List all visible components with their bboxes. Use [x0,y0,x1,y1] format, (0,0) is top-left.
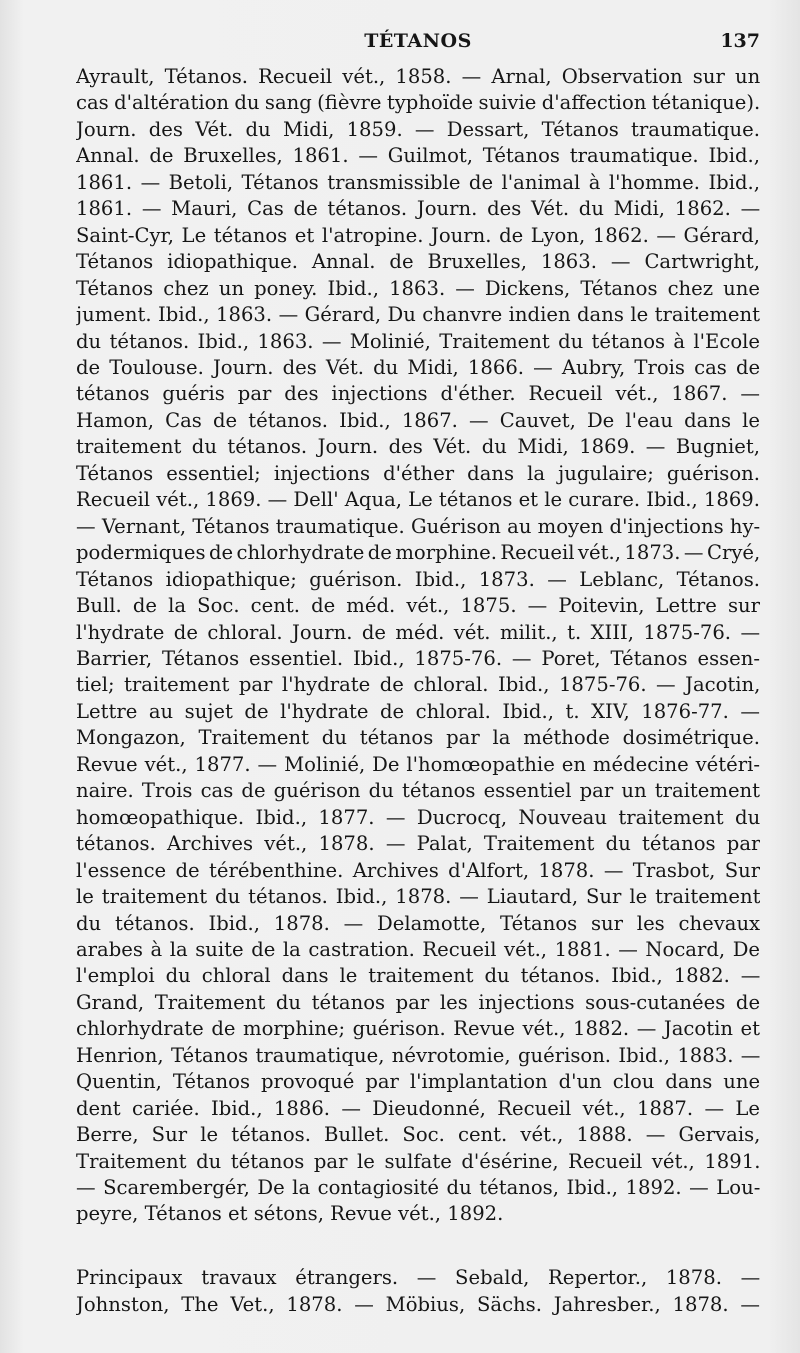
text-line: podermiques de chlorhydrate de morphine. Recueil vét., 1873. — Cryé, [76,541,760,565]
text-line: Recueil vét., 1869. — Dell' Aqua, Le tétanos et le curare. Ibid., 1869. [76,488,760,512]
text-line: Quentin, Tétanos provoqué par l'implantation d'un clou dans une [76,1070,760,1094]
text-line: 1861. — Mauri, Cas de tétanos. Journ. des Vét. du Midi, 1862. — [76,197,760,221]
text-line: arabes à la suite de la castration. Recueil vét., 1881. — Nocard, De [76,937,760,961]
foreign-works-paragraph [76,1265,760,1318]
text-line: Hamon, Cas de tétanos. Ibid., 1867. — Cauvet, De l'eau dans le [76,408,760,432]
text-line: l'emploi du chloral dans le traitement du tétanos. Ibid., 1882. — [76,964,760,988]
text-line: jument. Ibid., 1863. — Gérard, Du chanvre indien dans le traitement [76,303,760,327]
text-line: 1861. — Betoli, Tétanos transmissible de l'animal à l'homme. Ibid., [76,170,760,194]
text-line: du tétanos. Ibid., 1878. — Delamotte, Tétanos sur les chevaux [76,911,760,935]
text-line: l'hydrate de chloral. Journ. de méd. vét. milit., t. XIII, 1875-76. — [76,620,760,644]
bibliography-paragraph [76,64,760,1228]
text-line: Barrier, Tétanos essentiel. Ibid., 1875-76. — Poret, Tétanos essen- [76,646,760,670]
text-line: dent cariée. Ibid., 1886. — Dieudonné, Recueil vét., 1887. — Le [76,1096,760,1120]
text-line: peyre, Tétanos et sétons, Revue vét., 1892. [76,1202,504,1226]
text-line: tiel; traitement par l'hydrate de chloral. Ibid., 1875-76. — Jacotin, [76,673,760,697]
text-line: Grand, Traitement du tétanos par les injections sous-cutanées de [76,990,760,1014]
text-line: Journ. des Vét. du Midi, 1859. — Dessart, Tétanos traumatique. [76,117,760,141]
text-line: Tétanos chez un poney. Ibid., 1863. — Dickens, Tétanos chez une [76,276,760,300]
text-line: Lettre au sujet de l'hydrate de chloral. Ibid., t. XIV, 1876-77. — [76,699,760,723]
text-line: de Toulouse. Journ. des Vét. du Midi, 1866. — Aubry, Trois cas de [76,355,760,379]
page-number: 137 [720,30,760,52]
text-line: Revue vét., 1877. — Molinié, De l'homœopathie en médecine vétéri- [76,752,760,776]
text-line: du tétanos. Ibid., 1863. — Molinié, Traitement du tétanos à l'Ecole [76,329,760,353]
text-line: — Scarembergér, De la contagiosité du tétanos, Ibid., 1892. — Lou- [76,1176,760,1200]
running-title: TÉTANOS [364,30,472,52]
text-line: Tétanos idiopathique; guérison. Ibid., 1873. — Leblanc, Tétanos. [76,567,760,591]
text-line: Henrion, Tétanos traumatique, névrotomie, guérison. Ibid., 1883. — [76,1043,760,1067]
text-line: le traitement du tétanos. Ibid., 1878. — Liautard, Sur le traitement [76,885,760,909]
text-line: homœopathique. Ibid., 1877. — Ducrocq, Nouveau traitement du [76,805,760,829]
page-header [76,30,760,60]
text-line: chlorhydrate de morphine; guérison. Revue vét., 1882. — Jacotin et [76,1017,760,1041]
text-line: l'essence de térébenthine. Archives d'Alfort, 1878. — Trasbot, Sur [76,858,760,882]
text-line: traitement du tétanos. Journ. des Vét. du Midi, 1869. — Bugniet, [76,435,760,459]
text-line: Principaux travaux étrangers. — Sebald, Repertor., 1878. — [76,1266,760,1289]
text-line: tétanos guéris par des injections d'éther. Recueil vét., 1867. — [76,382,760,406]
text-line: naire. Trois cas de guérison du tétanos essentiel par un traitement [76,779,760,803]
text-line: tétanos. Archives vét., 1878. — Palat, Traitement du tétanos par [76,832,760,856]
text-line: Johnston, The Vet., 1878. — Möbius, Sächs. Jahresber., 1878. — [76,1292,760,1316]
text-line: cas d'altération du sang (fièvre typhoïde suivie d'affection tétanique). [76,91,760,115]
text-line: Bull. de la Soc. cent. de méd. vét., 1875. — Poitevin, Lettre sur [76,594,760,618]
text-line: Ayrault, Tétanos. Recueil vét., 1858. — Arnal, Observation sur un [76,65,760,88]
text-line: Saint-Cyr, Le tétanos et l'atropine. Journ. de Lyon, 1862. — Gérard, [76,223,760,247]
text-line: Tétanos essentiel; injections d'éther dans la jugulaire; guérison. [76,461,760,485]
text-line: Annal. de Bruxelles, 1861. — Guilmot, Tétanos traumatique. Ibid., [76,144,760,168]
text-line: — Vernant, Tétanos traumatique. Guérison au moyen d'injections hy- [76,514,760,538]
text-line: Traitement du tétanos par le sulfate d'ésérine, Recueil vét., 1891. [76,1149,760,1173]
text-line: Mongazon, Traitement du tétanos par la méthode dosimétrique. [76,726,760,750]
text-line: Tétanos idiopathique. Annal. de Bruxelles, 1863. — Cartwright, [76,250,760,274]
text-line: Berre, Sur le tétanos. Bullet. Soc. cent. vét., 1888. — Gervais, [76,1123,760,1147]
